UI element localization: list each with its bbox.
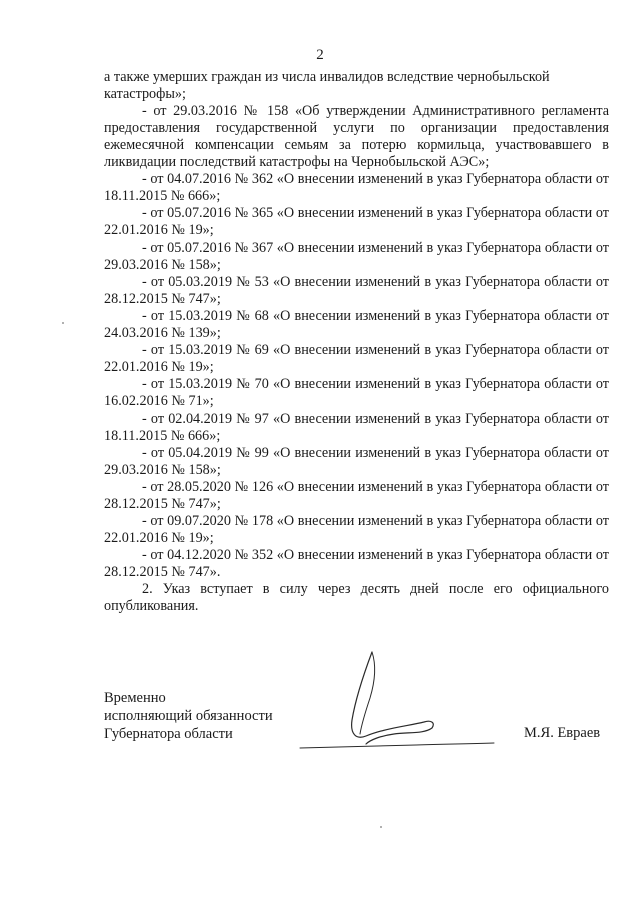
amendment-item: - от 09.07.2020 № 178 «О внесении изменений в указ Губернатора области от 22.01.2016 № 19»; (104, 513, 609, 547)
decree-item-29-03-2016: - от 29.03.2016 № 158 «Об утверждении Административного регламента предоставления государственной услуги по организации предоставления ежемесячной компенсации семьям за потерю кормильца, участвовавшего в ликвидации последствий катастрофы на Чернобыльской АЭС»; (104, 103, 609, 170)
amendment-item: - от 15.03.2019 № 68 «О внесении изменений в указ Губернатора области от 24.03.2016 № 139»; (104, 307, 609, 341)
intro-line-1: а также умерших граждан из числа инвалидов вследствие чернобыльской (104, 69, 550, 85)
intro-line-2: катастрофы»; (104, 86, 186, 102)
amendment-item: - от 04.12.2020 № 352 «О внесении изменений в указ Губернатора области от 28.12.2015 № 747». (104, 547, 609, 581)
amendment-item: - от 05.04.2019 № 99 «О внесении изменений в указ Губернатора области от 29.03.2016 № 158»; (104, 444, 609, 478)
handwritten-signature (296, 648, 496, 758)
signer-title-line-1: Временно (104, 690, 166, 706)
signer-name: М.Я. Евраев (524, 725, 601, 741)
page-number: 2 (316, 47, 324, 63)
amendment-item: - от 15.03.2019 № 69 «О внесении изменений в указ Губернатора области от 22.01.2016 № 19»; (104, 342, 609, 376)
signer-title-line-3: Губернатора области (104, 726, 233, 742)
amendment-item: - от 04.07.2016 № 362 «О внесении изменений в указ Губернатора области от 18.11.2015 № 666»; (104, 171, 609, 205)
document-body (104, 69, 609, 616)
scan-speck (62, 322, 64, 324)
amendment-item: - от 15.03.2019 № 70 «О внесении изменений в указ Губернатора области от 16.02.2016 № 71»; (104, 376, 609, 410)
amendment-item: - от 02.04.2019 № 97 «О внесении изменений в указ Губернатора области от 18.11.2015 № 666»; (104, 410, 609, 444)
signature-title-block (104, 689, 273, 743)
amendment-item: - от 05.07.2016 № 367 «О внесении изменений в указ Губернатора области от 29.03.2016 № 158»; (104, 239, 609, 273)
amendment-item: - от 05.03.2019 № 53 «О внесении изменений в указ Губернатора области от 28.12.2015 № 747»; (104, 273, 609, 307)
amendment-item: - от 05.07.2016 № 365 «О внесении изменений в указ Губернатора области от 22.01.2016 № 19»; (104, 205, 609, 239)
amendment-item: - от 28.05.2020 № 126 «О внесении изменений в указ Губернатора области от 28.12.2015 № 747»; (104, 478, 609, 512)
scan-speck (380, 826, 382, 828)
signer-title-line-2: исполняющий обязанности (104, 708, 273, 724)
clause-2: 2. Указ вступает в силу через десять дней после его официального опубликования. (104, 581, 609, 615)
